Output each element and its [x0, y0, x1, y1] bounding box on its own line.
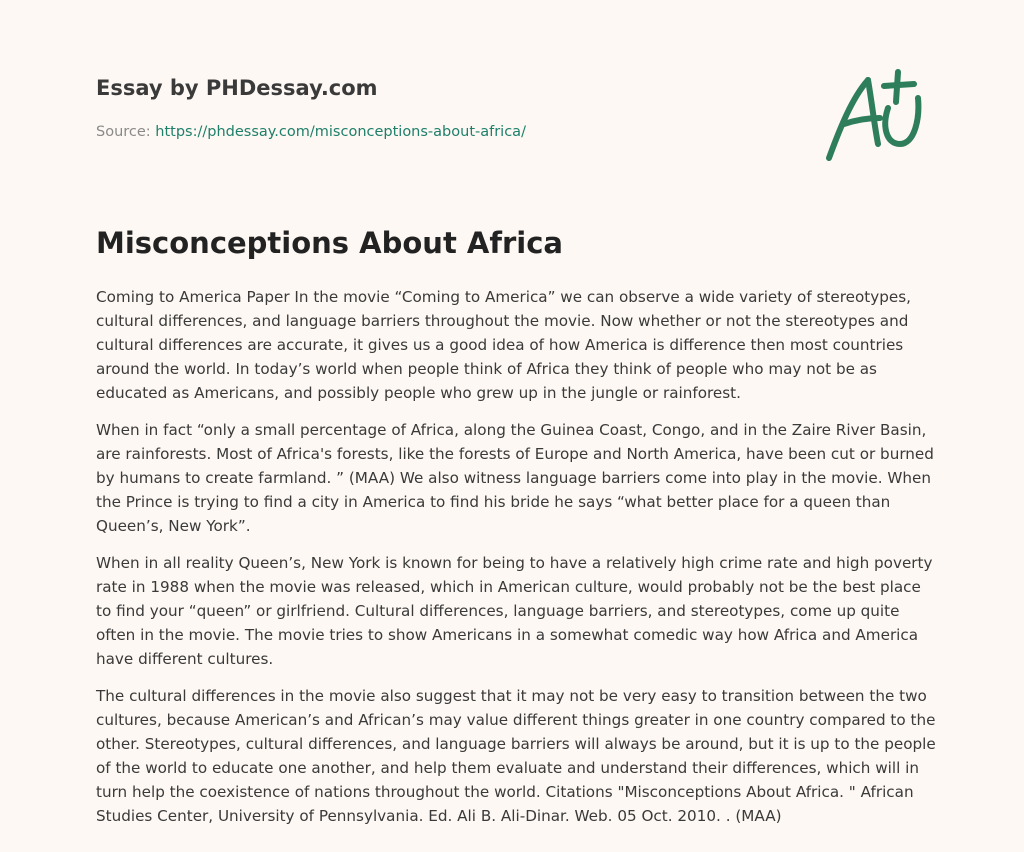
- a-plus-grade-icon: [822, 68, 926, 164]
- page-title: Misconceptions About Africa: [96, 226, 563, 260]
- article-body: [96, 285, 936, 841]
- paragraph: The cultural differences in the movie also suggest that it may not be very easy to transition between the two cultures, because American’s and African’s may value different things greater in one country compared to the other. Stereotypes, cultural differences, and language barriers will always be around, but it is up to the people of the world to educate one another, and help them evaluate and understand their differences, which will in turn help the coexistence of nations throughout the world. Citations "Misconceptions About Africa. " African Studies Center, University of Pennsylvania. Ed. Ali B. Ali-Dinar. Web. 05 Oct. 2010. . (MAA): [96, 687, 936, 825]
- paragraph: When in fact “only a small percentage of Africa, along the Guinea Coast, Congo, and in the Zaire River Basin, are rainforests. Most of Africa's forests, like the forests of Europe and North America, have been cut or burned by humans to create farmland. ” (MAA) We also witness language barriers come into play in the movie. When the Prince is trying to find a city in America to find his bride he says “what better place for a queen than Queen’s, New York”.: [96, 421, 934, 535]
- source-link[interactable]: https://phdessay.com/misconceptions-about-africa/: [155, 124, 526, 140]
- paragraph: When in all reality Queen’s, New York is known for being to have a relatively high crime rate and high poverty rate in 1988 when the movie was released, which in American culture, would probably not be the best place to find your “queen” or girlfriend. Cultural differences, language barriers, and stereotypes, come up quite often in the movie. The movie tries to show Americans in a somewhat comedic way how Africa and America have different cultures.: [96, 554, 933, 668]
- source-line: [96, 124, 526, 140]
- paragraph: Coming to America Paper In the movie “Coming to America” we can observe a wide variety of stereotypes, cultural differences, and language barriers throughout the movie. Now whether or not the stereotypes and cultural differences are accurate, it gives us a good idea of how America is difference then most countries around the world. In today’s world when people think of Africa they think of people who may not be as educated as Americans, and possibly people who grew up in the jungle or rainforest.: [96, 288, 911, 402]
- site-brand: Essay by PHDessay.com: [96, 76, 378, 100]
- source-label: Source:: [96, 124, 151, 140]
